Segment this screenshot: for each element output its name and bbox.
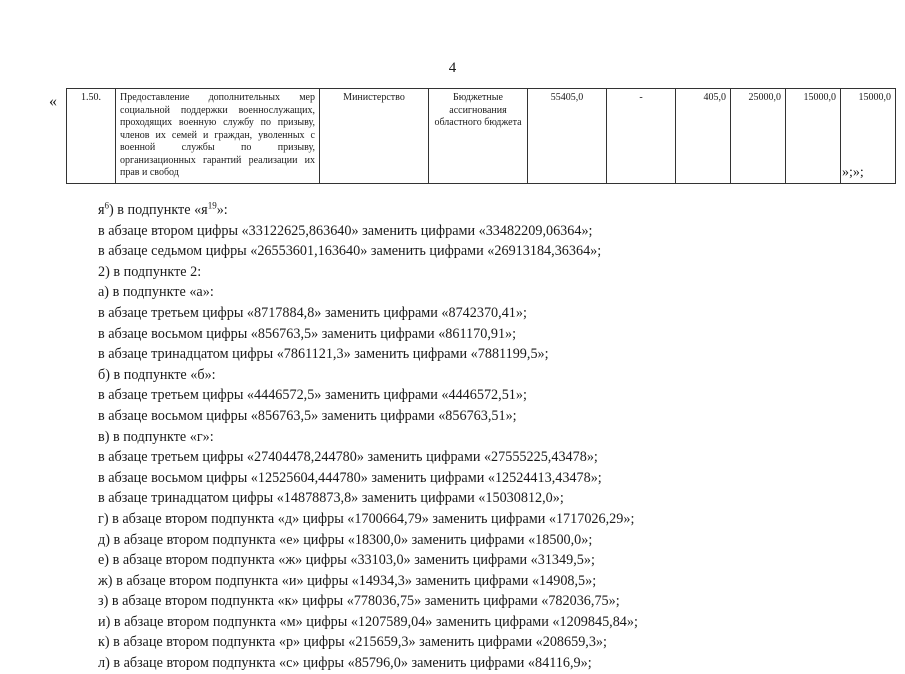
amendment-line: в абзаце восьмом цифры «856763,5» заменить цифрами «861170,91»;: [98, 325, 517, 342]
amendment-line: в абзаце третьем цифры «8717884,8» заменить цифрами «8742370,41»;: [98, 304, 527, 321]
amendment-line: в абзаце третьем цифры «27404478,244780» заменить цифрами «27555225,43478»;: [98, 449, 598, 466]
amendment-line: б) в подпункте «б»:: [98, 366, 216, 383]
heading-middle-sup: 19: [207, 200, 217, 211]
amendment-line: д) в абзаце втором подпункта «е» цифры «18300,0» заменить цифрами «18500,0»;: [98, 531, 593, 548]
heading-prefix-sup: 6: [104, 200, 110, 211]
heading-suffix: »:: [216, 202, 228, 218]
cell-value-3: 15000,0: [786, 89, 841, 184]
cell-value-2: 25000,0: [731, 89, 786, 184]
amendment-lines: [98, 221, 878, 674]
table-close-quote: »;»;: [842, 165, 864, 180]
amendment-line: л) в абзаце втором подпункта «с» цифры «85796,0» заменить цифрами «84116,9»;: [98, 655, 592, 672]
cell-row-number: 1.50.: [67, 89, 116, 184]
amendment-line: з) в абзаце втором подпункта «к» цифры «778036,75» заменить цифрами «782036,75»;: [98, 593, 620, 610]
amendment-line: г) в абзаце втором подпункта «д» цифры «1700664,79» заменить цифрами «1717026,29»;: [98, 510, 635, 527]
amendment-line: и) в абзаце втором подпункта «м» цифры «1207589,04» заменить цифрами «1209845,84»;: [98, 613, 638, 630]
cell-funding-source: Бюджетные ассигнования областного бюджета: [429, 89, 528, 184]
table-row: [67, 89, 896, 184]
amendment-line: в абзаце восьмом цифры «856763,5» заменить цифрами «856763,51»;: [98, 407, 517, 424]
amendment-heading-line: [98, 200, 878, 221]
amendment-line: в абзаце восьмом цифры «12525604,444780» заменить цифрами «12524413,43478»;: [98, 469, 602, 486]
amendment-line: 2) в подпункте 2:: [98, 263, 202, 280]
cell-total: 55405,0: [528, 89, 607, 184]
heading-middle: ) в подпункте «я: [109, 202, 208, 218]
cell-value-4: 15000,0: [841, 89, 896, 184]
amendment-text: [98, 200, 878, 674]
amendment-line: в абзаце тринадцатом цифры «7861121,3» заменить цифрами «7881199,5»;: [98, 346, 549, 363]
cell-dash: -: [607, 89, 676, 184]
amendment-line: в абзаце втором цифры «33122625,863640» заменить цифрами «33482209,06364»;: [98, 222, 593, 239]
heading-prefix: я: [98, 202, 105, 218]
amendment-line: в абзаце третьем цифры «4446572,5» заменить цифрами «4446572,51»;: [98, 387, 527, 404]
table-open-quote: «: [49, 93, 57, 110]
amendment-line: ж) в абзаце втором подпункта «и» цифры «14934,3» заменить цифрами «14908,5»;: [98, 572, 597, 589]
cell-ministry: Министерство: [320, 89, 429, 184]
cell-description: Предоставление дополнительных мер социальной поддержки военнослужащих, проходящих военную службу по призыву, членов их семей и граждан, уволенных с военной службы по призыву, организационных гарантий реализации их прав и свобод: [116, 89, 320, 184]
budget-table: [66, 88, 896, 184]
amendment-line: в абзаце седьмом цифры «26553601,163640» заменить цифрами «26913184,36364»;: [98, 243, 602, 260]
amendment-line: в) в подпункте «г»:: [98, 428, 214, 445]
amendment-line: а) в подпункте «а»:: [98, 284, 214, 301]
amendment-line: е) в абзаце втором подпункта «ж» цифры «33103,0» заменить цифрами «31349,5»;: [98, 552, 595, 569]
amendment-line: в абзаце тринадцатом цифры «14878873,8» заменить цифрами «15030812,0»;: [98, 490, 564, 507]
page-number: 4: [448, 60, 457, 76]
cell-value-1: 405,0: [676, 89, 731, 184]
amendment-line: к) в абзаце втором подпункта «р» цифры «215659,3» заменить цифрами «208659,3»;: [98, 634, 607, 651]
